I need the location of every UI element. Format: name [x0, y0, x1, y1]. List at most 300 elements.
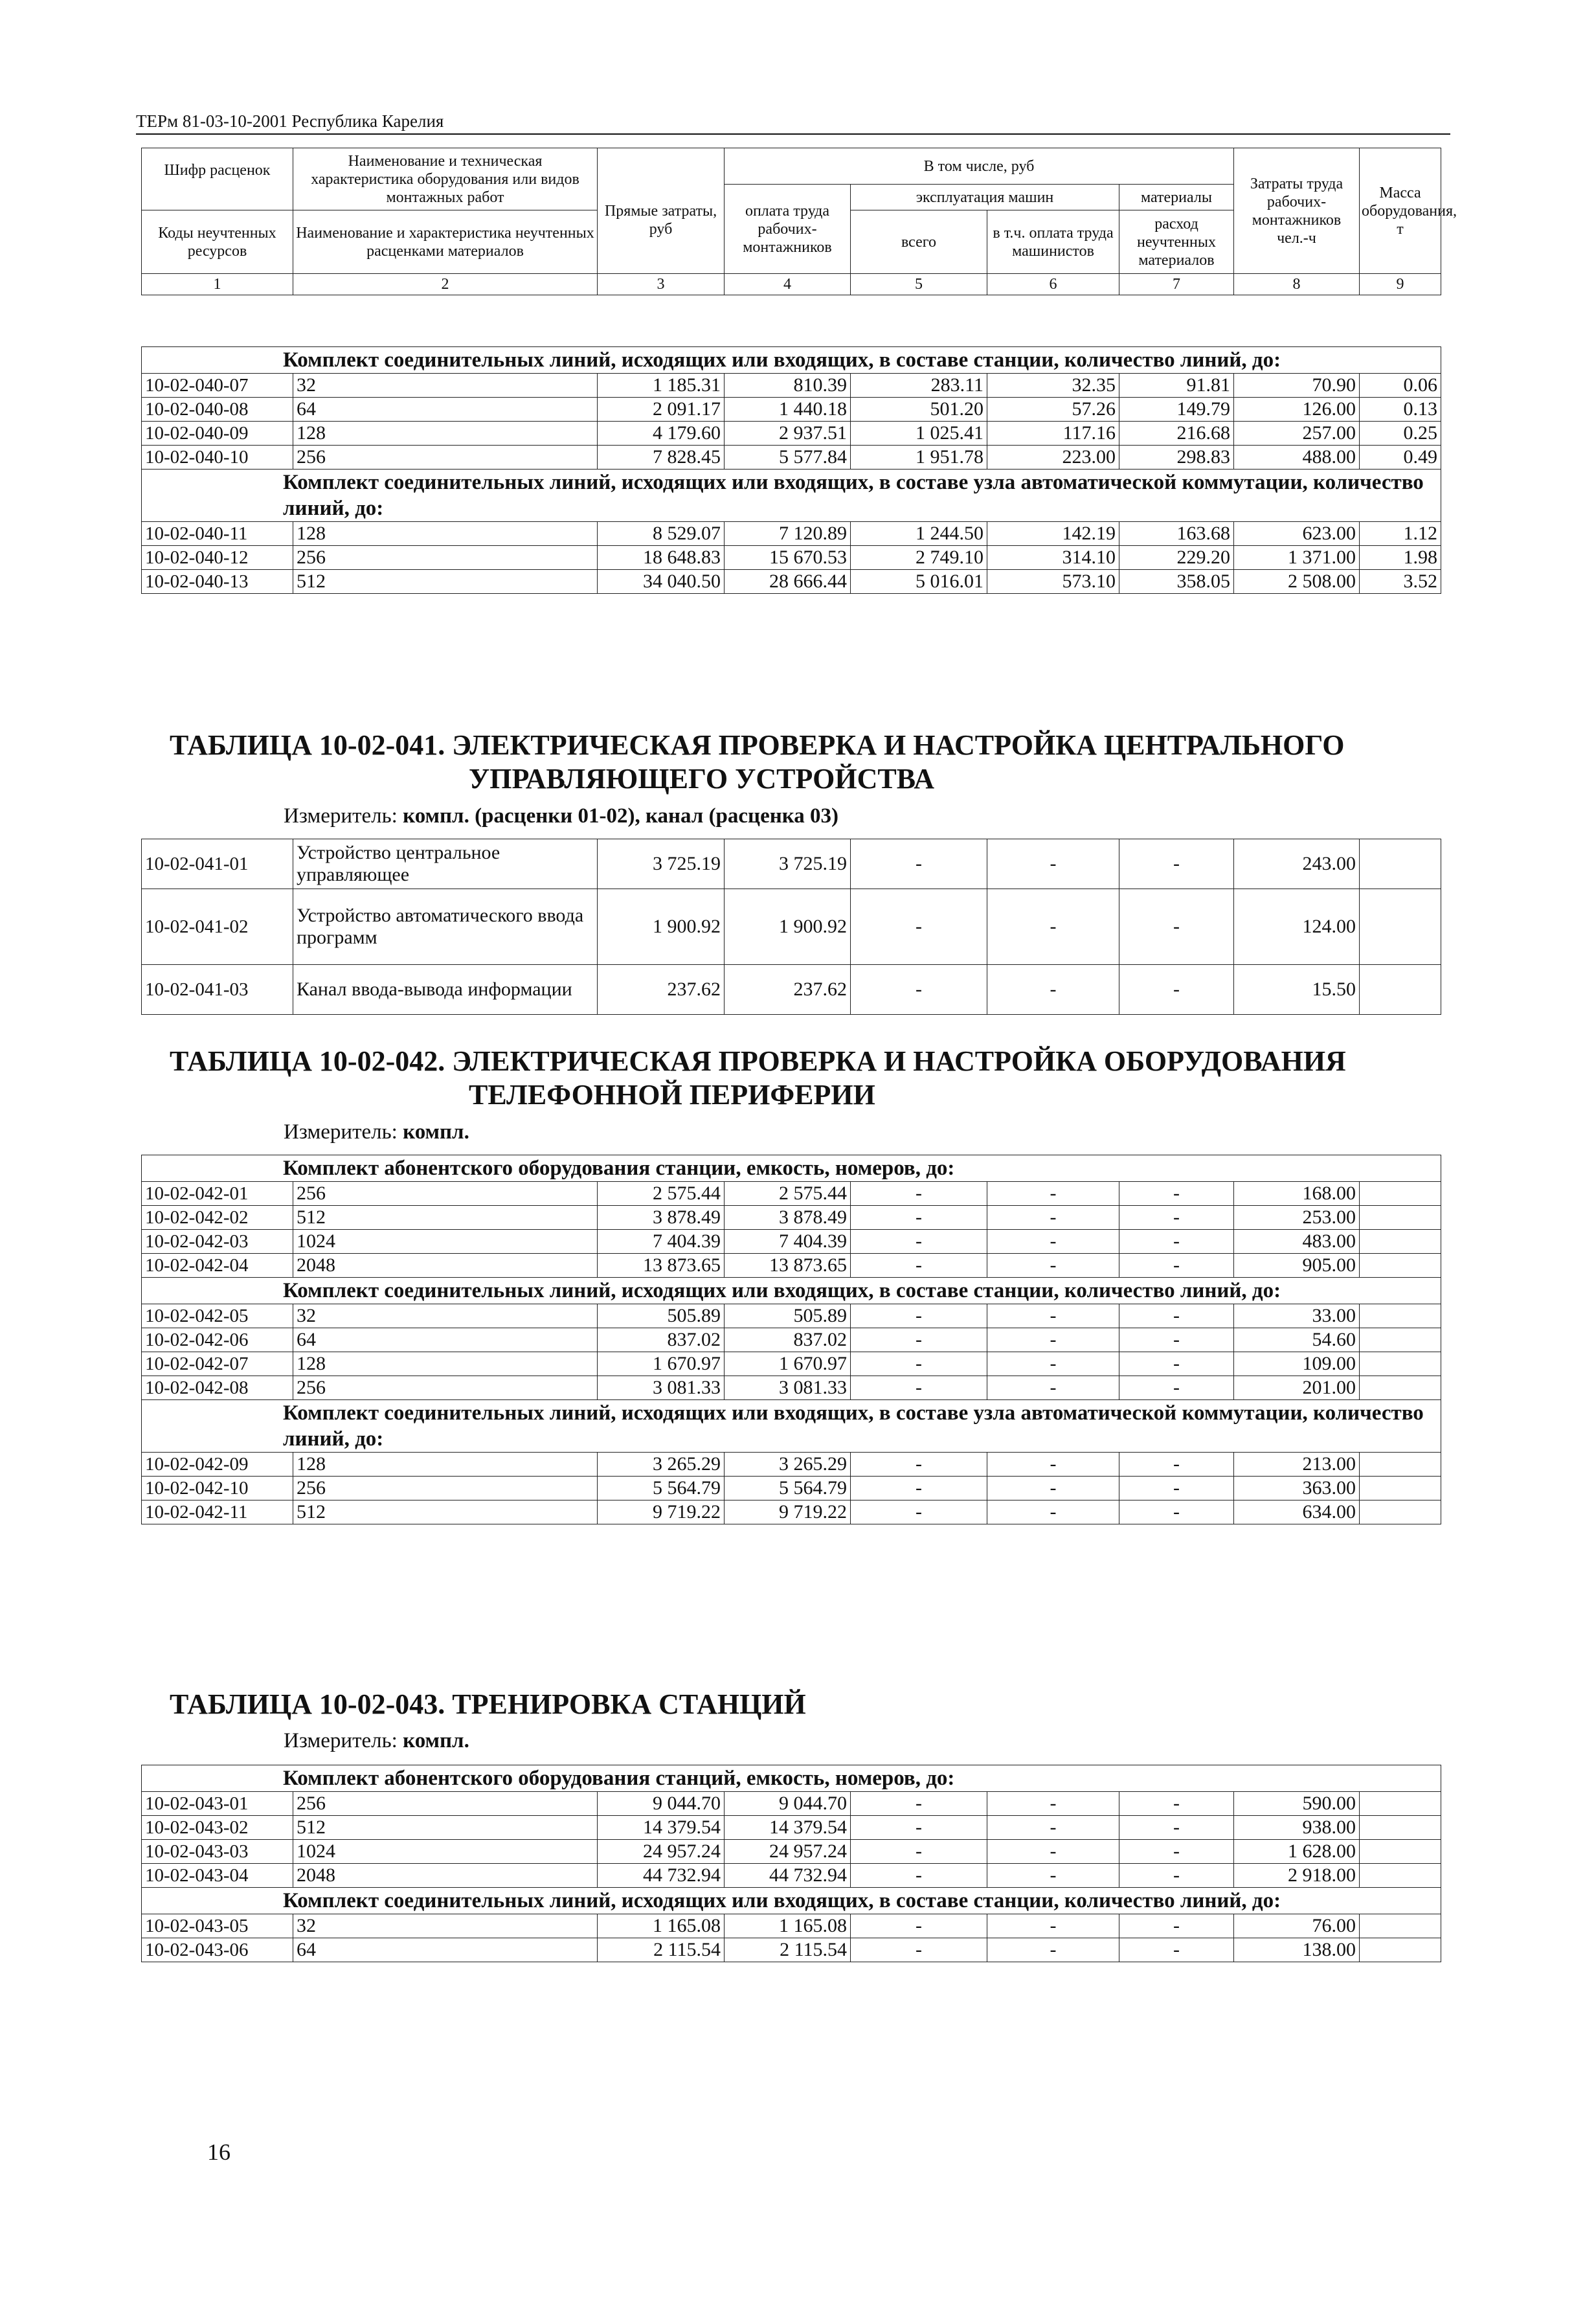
table-cell: 0.25: [1360, 422, 1441, 446]
table-cell: [1360, 1500, 1441, 1524]
section-heading: Комплект соединительных линий, исходящих или входящих, в составе станции, количество линий, до:: [142, 1278, 1441, 1304]
table-cell: -: [851, 1304, 987, 1328]
table-cell: 3 081.33: [598, 1376, 725, 1400]
table-cell: 32.35: [987, 374, 1119, 398]
table-cell: -: [851, 1453, 987, 1477]
table-cell: -: [851, 1230, 987, 1254]
table-cell: 1 185.31: [598, 374, 725, 398]
table-cell: -: [1119, 1477, 1234, 1500]
rate-code: 10-02-042-03: [142, 1230, 293, 1254]
table-cell: -: [987, 1230, 1119, 1254]
table-cell: 44 732.94: [598, 1864, 725, 1888]
table-cell: 1 165.08: [725, 1914, 851, 1938]
col-num: 9: [1360, 274, 1441, 295]
table-cell: 623.00: [1234, 522, 1360, 546]
table-041-measure: [284, 804, 838, 828]
table-cell: 109.00: [1234, 1352, 1360, 1376]
rate-description: Канал ввода-вывода информации: [293, 965, 598, 1015]
table-043-title: [170, 1688, 1441, 1721]
table-cell: 3 878.49: [725, 1206, 851, 1230]
table-row: [142, 839, 1441, 889]
table-cell: 1 951.78: [851, 446, 987, 470]
table-cell: 2 091.17: [598, 398, 725, 422]
table-cell: 0.49: [1360, 446, 1441, 470]
rate-code: 10-02-041-01: [142, 839, 293, 889]
table-cell: 2 918.00: [1234, 1864, 1360, 1888]
table-cell: [1360, 889, 1441, 965]
section-heading: Комплект соединительных линий, исходящих или входящих, в составе узла автоматической коммутации, количество линий, до:: [142, 470, 1441, 522]
table-cell: -: [1119, 1328, 1234, 1352]
table-cell: -: [987, 1477, 1119, 1500]
table-10-02-042: [141, 1155, 1441, 1524]
table-10-02-043: [141, 1765, 1441, 1962]
table-10-02-040: [141, 346, 1441, 594]
header-machines: эксплуатация машин: [851, 185, 1119, 210]
table-cell: 8 529.07: [598, 522, 725, 546]
table-cell: 7 828.45: [598, 446, 725, 470]
table-cell: -: [987, 1352, 1119, 1376]
section-heading-row: [142, 1400, 1441, 1453]
rate-description: 256: [293, 446, 598, 470]
table-cell: 126.00: [1234, 398, 1360, 422]
table-cell: 905.00: [1234, 1254, 1360, 1278]
table-cell: [1360, 1206, 1441, 1230]
rate-description: 256: [293, 1792, 598, 1816]
table-row: [142, 374, 1441, 398]
section-heading-row: [142, 347, 1441, 374]
table-cell: 3.52: [1360, 570, 1441, 594]
table-cell: 837.02: [598, 1328, 725, 1352]
table-cell: -: [1119, 965, 1234, 1015]
table-cell: -: [851, 1864, 987, 1888]
table-cell: [1360, 1914, 1441, 1938]
rate-code: 10-02-043-04: [142, 1864, 293, 1888]
table-cell: 14 379.54: [598, 1816, 725, 1840]
rate-code: 10-02-040-12: [142, 546, 293, 570]
table-cell: 488.00: [1234, 446, 1360, 470]
table-cell: 810.39: [725, 374, 851, 398]
table-cell: -: [987, 839, 1119, 889]
header-direct-costs: Прямые затраты, руб: [598, 148, 725, 274]
table-row: [142, 546, 1441, 570]
table-cell: 358.05: [1119, 570, 1234, 594]
table-cell: -: [987, 965, 1119, 1015]
rate-code: 10-02-042-10: [142, 1477, 293, 1500]
table-cell: 91.81: [1119, 374, 1234, 398]
table-cell: 9 044.70: [598, 1792, 725, 1816]
table-cell: 13 873.65: [598, 1254, 725, 1278]
table-cell: -: [1119, 1500, 1234, 1524]
section-heading-row: [142, 1278, 1441, 1304]
page-number: 16: [207, 2139, 230, 2165]
table-cell: -: [987, 1206, 1119, 1230]
table-cell: [1360, 1304, 1441, 1328]
table-cell: 3 265.29: [598, 1453, 725, 1477]
table-cell: 5 577.84: [725, 446, 851, 470]
section-heading-row: [142, 1155, 1441, 1182]
table-cell: -: [1119, 1914, 1234, 1938]
table-cell: 2 937.51: [725, 422, 851, 446]
header-code: Шифр расценок: [142, 148, 293, 210]
table-cell: 573.10: [987, 570, 1119, 594]
table-cell: [1360, 1352, 1441, 1376]
rate-code: 10-02-043-06: [142, 1938, 293, 1962]
rate-description: 128: [293, 522, 598, 546]
rate-description: 2048: [293, 1864, 598, 1888]
rate-code: 10-02-040-08: [142, 398, 293, 422]
rate-description: 512: [293, 1206, 598, 1230]
table-cell: [1360, 1477, 1441, 1500]
table-cell: 363.00: [1234, 1477, 1360, 1500]
rate-code: 10-02-042-05: [142, 1304, 293, 1328]
table-cell: -: [1119, 1816, 1234, 1840]
table-cell: [1360, 1840, 1441, 1864]
rate-code: 10-02-042-08: [142, 1376, 293, 1400]
table-row: [142, 1182, 1441, 1206]
rate-description: 256: [293, 546, 598, 570]
rate-code: 10-02-043-01: [142, 1792, 293, 1816]
header-materials: материалы: [1119, 185, 1234, 210]
rate-code: 10-02-040-10: [142, 446, 293, 470]
table-cell: -: [987, 1500, 1119, 1524]
table-cell: 9 719.22: [598, 1500, 725, 1524]
table-cell: -: [987, 1938, 1119, 1962]
table-cell: 14 379.54: [725, 1816, 851, 1840]
table-cell: -: [851, 1792, 987, 1816]
table-cell: 2 575.44: [598, 1182, 725, 1206]
rate-description: 128: [293, 1352, 598, 1376]
header-column-numbers: [142, 274, 1441, 295]
rate-code: 10-02-043-03: [142, 1840, 293, 1864]
col-num: 1: [142, 274, 293, 295]
table-cell: 4 179.60: [598, 422, 725, 446]
rate-description: 256: [293, 1477, 598, 1500]
table-cell: -: [987, 1816, 1119, 1840]
table-cell: 0.06: [1360, 374, 1441, 398]
rate-description: 32: [293, 1304, 598, 1328]
header-pay: оплата труда рабочих-монтажников: [725, 185, 851, 274]
table-row: [142, 1376, 1441, 1400]
col-num: 8: [1234, 274, 1360, 295]
col-num: 2: [293, 274, 598, 295]
table-row: [142, 446, 1441, 470]
table-cell: 3 878.49: [598, 1206, 725, 1230]
table-cell: 15 670.53: [725, 546, 851, 570]
table-row: [142, 1840, 1441, 1864]
table-cell: -: [851, 1352, 987, 1376]
rate-code: 10-02-043-05: [142, 1914, 293, 1938]
table-cell: [1360, 1792, 1441, 1816]
table-row: [142, 398, 1441, 422]
table-cell: 70.90: [1234, 374, 1360, 398]
header-unaccounted: расход неучтенных материалов: [1119, 210, 1234, 274]
table-cell: 54.60: [1234, 1328, 1360, 1352]
table-row: [142, 570, 1441, 594]
measure-value: компл.: [403, 1729, 469, 1752]
table-row: [142, 1938, 1441, 1962]
table-cell: 1 371.00: [1234, 546, 1360, 570]
table-row: [142, 1792, 1441, 1816]
col-num: 7: [1119, 274, 1234, 295]
rate-description: 64: [293, 1938, 598, 1962]
table-cell: -: [851, 1914, 987, 1938]
table-cell: 138.00: [1234, 1938, 1360, 1962]
column-header-table: [141, 148, 1457, 295]
rate-code: 10-02-042-09: [142, 1453, 293, 1477]
col-num: 3: [598, 274, 725, 295]
table-row: [142, 522, 1441, 546]
table-row: [142, 1230, 1441, 1254]
rate-code: 10-02-042-01: [142, 1182, 293, 1206]
table-cell: 7 404.39: [725, 1230, 851, 1254]
header-mass: Масса оборудования, т: [1360, 148, 1441, 274]
rate-description: 512: [293, 570, 598, 594]
table-row: [142, 965, 1441, 1015]
table-cell: -: [1119, 1453, 1234, 1477]
table-row: [142, 1453, 1441, 1477]
table-row: [142, 1352, 1441, 1376]
rate-description: 256: [293, 1182, 598, 1206]
rate-description: 64: [293, 398, 598, 422]
rate-description: 512: [293, 1816, 598, 1840]
table-cell: -: [851, 1840, 987, 1864]
table-cell: -: [851, 1182, 987, 1206]
table-cell: 5 564.79: [598, 1477, 725, 1500]
table-cell: -: [987, 1376, 1119, 1400]
table-cell: 3 081.33: [725, 1376, 851, 1400]
table-cell: 3 725.19: [598, 839, 725, 889]
table-cell: 634.00: [1234, 1500, 1360, 1524]
table-cell: 24 957.24: [725, 1840, 851, 1864]
table-cell: 590.00: [1234, 1792, 1360, 1816]
header-resource-codes: Коды неучтенных ресурсов: [142, 210, 293, 274]
table-cell: -: [1119, 1206, 1234, 1230]
table-042-title: [170, 1045, 1441, 1112]
rate-code: 10-02-040-11: [142, 522, 293, 546]
table-row: [142, 1206, 1441, 1230]
table-cell: -: [987, 1182, 1119, 1206]
table-cell: 501.20: [851, 398, 987, 422]
col-num: 6: [987, 274, 1119, 295]
table-cell: 1 440.18: [725, 398, 851, 422]
table-041-title: [170, 729, 1441, 796]
table-cell: 5 564.79: [725, 1477, 851, 1500]
rate-code: 10-02-042-07: [142, 1352, 293, 1376]
running-head: ТЕРм 81-03-10-2001 Республика Карелия: [136, 111, 444, 131]
table-cell: 1 025.41: [851, 422, 987, 446]
table-cell: 9 719.22: [725, 1500, 851, 1524]
table-cell: 1 900.92: [598, 889, 725, 965]
table-cell: 505.89: [598, 1304, 725, 1328]
rate-description: 256: [293, 1376, 598, 1400]
table-cell: 117.16: [987, 422, 1119, 446]
table-cell: 1.12: [1360, 522, 1441, 546]
table-cell: [1360, 1182, 1441, 1206]
table-cell: 24 957.24: [598, 1840, 725, 1864]
table-cell: 33.00: [1234, 1304, 1360, 1328]
rate-description: 512: [293, 1500, 598, 1524]
rate-code: 10-02-040-09: [142, 422, 293, 446]
table-cell: 18 648.83: [598, 546, 725, 570]
table-cell: [1360, 1864, 1441, 1888]
section-heading-row: [142, 1765, 1441, 1792]
rate-description: 32: [293, 374, 598, 398]
table-cell: -: [851, 1206, 987, 1230]
table-cell: 44 732.94: [725, 1864, 851, 1888]
table-cell: 7 404.39: [598, 1230, 725, 1254]
table-cell: -: [1119, 1938, 1234, 1962]
table-cell: -: [987, 1304, 1119, 1328]
table-cell: -: [851, 965, 987, 1015]
table-cell: 57.26: [987, 398, 1119, 422]
rate-description: 2048: [293, 1254, 598, 1278]
table-cell: 243.00: [1234, 839, 1360, 889]
table-cell: -: [987, 889, 1119, 965]
table-row: [142, 1816, 1441, 1840]
table-cell: 253.00: [1234, 1206, 1360, 1230]
table-row: [142, 1477, 1441, 1500]
table-cell: -: [1119, 1792, 1234, 1816]
rate-code: 10-02-042-06: [142, 1328, 293, 1352]
table-cell: 163.68: [1119, 522, 1234, 546]
section-heading: Комплект соединительных линий, исходящих или входящих, в составе станции, количество линий, до:: [142, 347, 1441, 374]
table-cell: 1.98: [1360, 546, 1441, 570]
table-cell: -: [851, 1376, 987, 1400]
table-10-02-041: [141, 839, 1441, 1015]
table-cell: 3 265.29: [725, 1453, 851, 1477]
section-heading: Комплект соединительных линий, исходящих или входящих, в составе узла автоматической коммутации, количество линий, до:: [142, 1400, 1441, 1453]
table-cell: -: [1119, 1352, 1234, 1376]
table-cell: 34 040.50: [598, 570, 725, 594]
table-cell: 1 670.97: [725, 1352, 851, 1376]
table-cell: 223.00: [987, 446, 1119, 470]
table-row: [142, 1864, 1441, 1888]
header-material-names: Наименование и характеристика неучтенных расценками материалов: [293, 210, 598, 274]
rate-description: 64: [293, 1328, 598, 1352]
table-cell: -: [1119, 1840, 1234, 1864]
table-cell: -: [987, 1792, 1119, 1816]
rate-code: 10-02-041-02: [142, 889, 293, 965]
section-heading: Комплект соединительных линий, исходящих или входящих, в составе станции, количество линий, до:: [142, 1888, 1441, 1914]
table-cell: 13 873.65: [725, 1254, 851, 1278]
table-row: [142, 422, 1441, 446]
col-num: 5: [851, 274, 987, 295]
table-cell: -: [1119, 1254, 1234, 1278]
table-cell: 2 749.10: [851, 546, 987, 570]
rate-description: 1024: [293, 1840, 598, 1864]
table-row: [142, 1254, 1441, 1278]
table-cell: 0.13: [1360, 398, 1441, 422]
table-cell: 257.00: [1234, 422, 1360, 446]
table-cell: 9 044.70: [725, 1792, 851, 1816]
table-cell: 505.89: [725, 1304, 851, 1328]
section-heading: Комплект абонентского оборудования станций, емкость, номеров, до:: [142, 1765, 1441, 1792]
table-cell: -: [1119, 1182, 1234, 1206]
table-cell: 2 115.54: [598, 1938, 725, 1962]
table-cell: -: [987, 1914, 1119, 1938]
table-cell: 1 670.97: [598, 1352, 725, 1376]
table-cell: -: [1119, 1864, 1234, 1888]
table-042-title-line1: ТАБЛИЦА 10-02-042. ЭЛЕКТРИЧЕСКАЯ ПРОВЕРКА И НАСТРОЙКА ОБОРУДОВАНИЯ: [170, 1045, 1346, 1077]
table-cell: [1360, 839, 1441, 889]
table-cell: 2 575.44: [725, 1182, 851, 1206]
header-group: В том числе, руб: [725, 148, 1234, 185]
table-cell: -: [987, 1328, 1119, 1352]
table-cell: [1360, 965, 1441, 1015]
table-cell: 314.10: [987, 546, 1119, 570]
table-cell: -: [851, 1816, 987, 1840]
table-cell: 1 900.92: [725, 889, 851, 965]
table-cell: 124.00: [1234, 889, 1360, 965]
table-cell: -: [851, 1500, 987, 1524]
rate-description: 1024: [293, 1230, 598, 1254]
table-cell: 1 628.00: [1234, 1840, 1360, 1864]
table-row: [142, 1914, 1441, 1938]
section-heading-row: [142, 1888, 1441, 1914]
table-cell: 142.19: [987, 522, 1119, 546]
table-cell: 1 244.50: [851, 522, 987, 546]
table-cell: 283.11: [851, 374, 987, 398]
table-cell: -: [851, 839, 987, 889]
table-041-title-line2: УПРАВЛЯЮЩЕГО УСТРОЙСТВА: [469, 763, 935, 795]
header-machinists-pay: в т.ч. оплата труда машинистов: [987, 210, 1119, 274]
table-cell: -: [851, 1938, 987, 1962]
table-cell: 2 508.00: [1234, 570, 1360, 594]
table-cell: 837.02: [725, 1328, 851, 1352]
header-labour: Затраты труда рабочих-монтажников чел.-ч: [1234, 148, 1360, 274]
table-cell: 298.83: [1119, 446, 1234, 470]
col-num: 4: [725, 274, 851, 295]
table-cell: 216.68: [1119, 422, 1234, 446]
rate-code: 10-02-042-11: [142, 1500, 293, 1524]
table-cell: [1360, 1816, 1441, 1840]
header-rule: [136, 133, 1450, 135]
table-cell: 28 666.44: [725, 570, 851, 594]
table-cell: -: [987, 1453, 1119, 1477]
table-cell: [1360, 1453, 1441, 1477]
header-name: Наименование и техническая характеристика оборудования или видов монтажных работ: [293, 148, 598, 210]
table-cell: -: [1119, 839, 1234, 889]
measure-value: компл. (расценки 01-02), канал (расценка 03): [403, 804, 838, 828]
table-cell: -: [851, 1254, 987, 1278]
table-cell: 76.00: [1234, 1914, 1360, 1938]
table-cell: -: [987, 1254, 1119, 1278]
table-cell: 149.79: [1119, 398, 1234, 422]
table-cell: [1360, 1376, 1441, 1400]
rate-description: 32: [293, 1914, 598, 1938]
table-cell: 229.20: [1119, 546, 1234, 570]
table-041-title-line1: ТАБЛИЦА 10-02-041. ЭЛЕКТРИЧЕСКАЯ ПРОВЕРКА И НАСТРОЙКА ЦЕНТРАЛЬНОГО: [170, 729, 1345, 761]
table-043-title-line1: ТАБЛИЦА 10-02-043. ТРЕНИРОВКА СТАНЦИЙ: [170, 1688, 806, 1720]
table-cell: -: [1119, 1230, 1234, 1254]
rate-code: 10-02-042-04: [142, 1254, 293, 1278]
table-cell: -: [851, 1477, 987, 1500]
table-cell: 15.50: [1234, 965, 1360, 1015]
rate-description: 128: [293, 422, 598, 446]
table-cell: -: [851, 1328, 987, 1352]
table-cell: 213.00: [1234, 1453, 1360, 1477]
measure-label: Измеритель:: [284, 804, 398, 828]
measure-value: компл.: [403, 1120, 469, 1144]
table-row: [142, 1328, 1441, 1352]
table-cell: 237.62: [725, 965, 851, 1015]
header-machines-total: всего: [851, 210, 987, 274]
section-heading: Комплект абонентского оборудования станции, емкость, номеров, до:: [142, 1155, 1441, 1182]
rate-code: 10-02-040-13: [142, 570, 293, 594]
table-cell: 938.00: [1234, 1816, 1360, 1840]
table-cell: -: [1119, 1376, 1234, 1400]
table-cell: [1360, 1938, 1441, 1962]
